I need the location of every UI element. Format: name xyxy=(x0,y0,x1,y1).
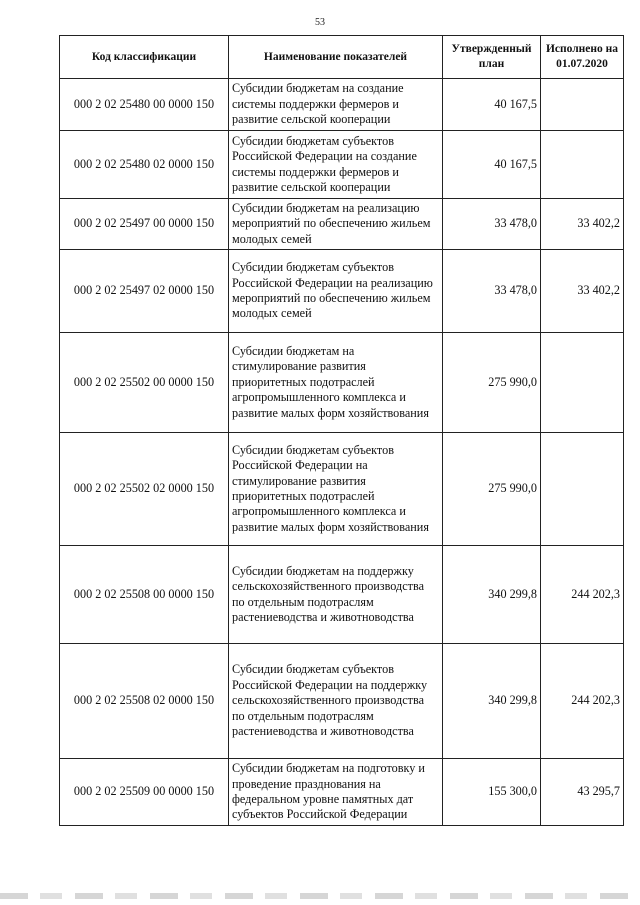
header-name: Наименование показателей xyxy=(229,36,443,79)
cell-code: 000 2 02 25502 00 0000 150 xyxy=(60,333,229,433)
table-row xyxy=(60,250,624,333)
table-row xyxy=(60,546,624,644)
cell-name: Субсидии бюджетам на создание системы поддержки фермеров и развитие сельской кооперации xyxy=(229,79,443,131)
cell-name: Субсидии бюджетам субъектов Российской Федерации на реализацию мероприятий по обеспечению жильем молодых семей xyxy=(229,250,443,333)
cell-done xyxy=(541,79,624,131)
cell-plan: 340 299,8 xyxy=(443,546,541,644)
cell-code: 000 2 02 25497 02 0000 150 xyxy=(60,250,229,333)
cell-name: Субсидии бюджетам субъектов Российской Федерации на создание системы поддержки фермеров и развитие сельской кооперации xyxy=(229,131,443,199)
cell-plan: 155 300,0 xyxy=(443,759,541,826)
table-row xyxy=(60,79,624,131)
cell-plan: 275 990,0 xyxy=(443,333,541,433)
cell-done: 244 202,3 xyxy=(541,546,624,644)
table-row xyxy=(60,199,624,250)
table-row xyxy=(60,333,624,433)
cell-plan: 33 478,0 xyxy=(443,250,541,333)
cell-done: 244 202,3 xyxy=(541,644,624,759)
cell-done: 43 295,7 xyxy=(541,759,624,826)
cell-name: Субсидии бюджетам на стимулирование развития приоритетных подотраслей агропромышленного комплекса и развитие малых форм хозяйствования xyxy=(229,333,443,433)
cell-done xyxy=(541,333,624,433)
cell-name: Субсидии бюджетам на поддержку сельскохозяйственного производства по отдельным подотраслям растениеводства и животноводства xyxy=(229,546,443,644)
cell-name: Субсидии бюджетам субъектов Российской Федерации на поддержку сельскохозяйственного производства по отдельным подотраслям растениеводства и животноводства xyxy=(229,644,443,759)
cell-name: Субсидии бюджетам субъектов Российской Федерации на стимулирование развития приоритетных подотраслей агропромышленного комплекса и развитие малых форм хозяйствования xyxy=(229,433,443,546)
cell-code: 000 2 02 25480 00 0000 150 xyxy=(60,79,229,131)
cell-plan: 33 478,0 xyxy=(443,199,541,250)
header-code: Код классификации xyxy=(60,36,229,79)
table-row xyxy=(60,644,624,759)
cell-name: Субсидии бюджетам на реализацию мероприятий по обеспечению жильем молодых семей xyxy=(229,199,443,250)
header-plan: Утвержденный план xyxy=(443,36,541,79)
cell-code: 000 2 02 25508 00 0000 150 xyxy=(60,546,229,644)
page-number: 53 xyxy=(315,17,325,28)
cell-done: 33 402,2 xyxy=(541,250,624,333)
cell-plan: 340 299,8 xyxy=(443,644,541,759)
cell-done xyxy=(541,433,624,546)
cell-name: Субсидии бюджетам на подготовку и проведение празднования на федеральном уровне памятных дат субъектов Российской Федерации xyxy=(229,759,443,826)
table-header-row xyxy=(60,36,624,79)
header-done: Исполнено на 01.07.2020 xyxy=(541,36,624,79)
cell-code: 000 2 02 25508 02 0000 150 xyxy=(60,644,229,759)
budget-table xyxy=(59,35,624,826)
cell-done xyxy=(541,131,624,199)
cell-plan: 275 990,0 xyxy=(443,433,541,546)
cell-code: 000 2 02 25480 02 0000 150 xyxy=(60,131,229,199)
table-row xyxy=(60,433,624,546)
cell-code: 000 2 02 25509 00 0000 150 xyxy=(60,759,229,826)
cell-plan: 40 167,5 xyxy=(443,79,541,131)
table-row xyxy=(60,759,624,826)
cell-code: 000 2 02 25497 00 0000 150 xyxy=(60,199,229,250)
scan-artifact-strip xyxy=(0,893,640,899)
cell-plan: 40 167,5 xyxy=(443,131,541,199)
cell-done: 33 402,2 xyxy=(541,199,624,250)
table-row xyxy=(60,131,624,199)
cell-code: 000 2 02 25502 02 0000 150 xyxy=(60,433,229,546)
